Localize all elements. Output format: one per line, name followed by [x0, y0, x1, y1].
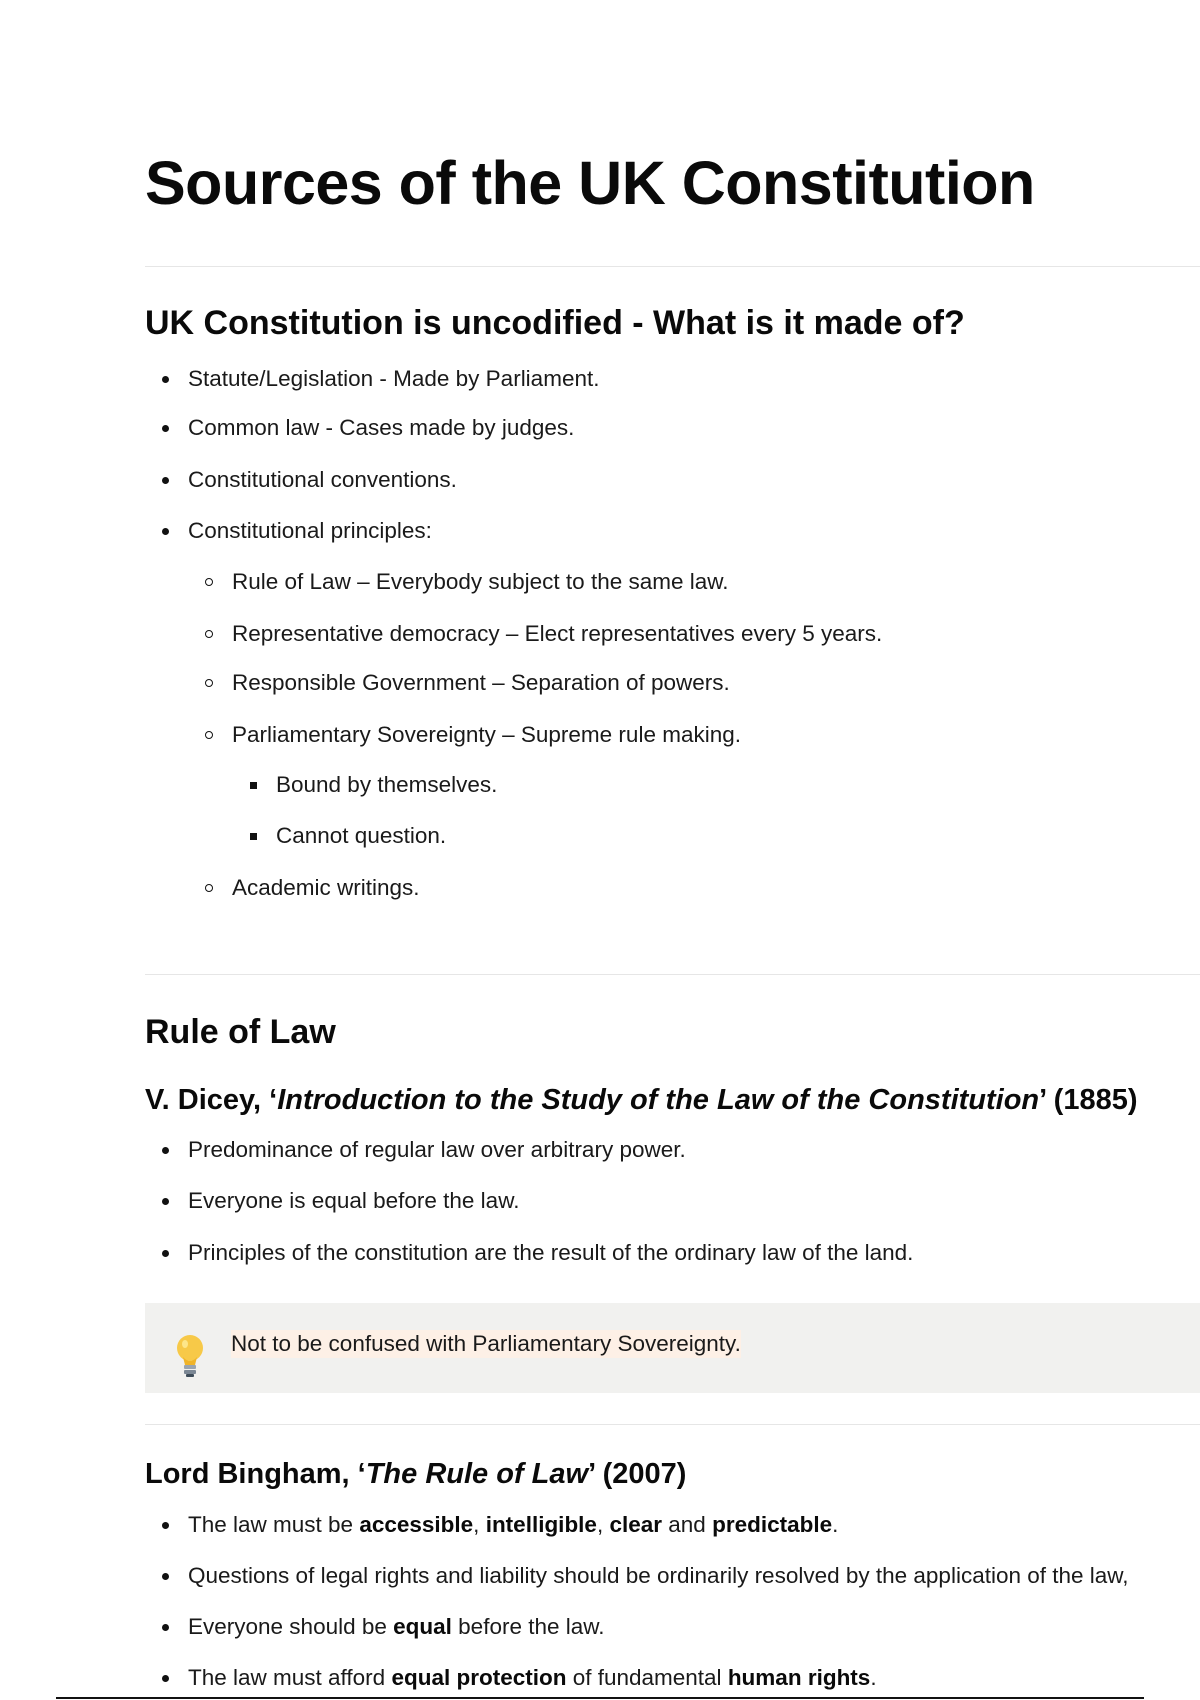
bullet-circle — [205, 578, 213, 586]
list-item: Predominance of regular law over arbitrary power. — [188, 1137, 686, 1162]
bullet-disc — [162, 1675, 169, 1682]
list-item: Everyone is equal before the law. — [188, 1188, 520, 1213]
divider — [145, 974, 1200, 975]
bullet-disc — [162, 1624, 169, 1631]
bullet-disc — [162, 1147, 169, 1154]
list-item: The law must afford equal protection of fundamental human rights. — [188, 1665, 877, 1690]
bingham-heading: Lord Bingham, ‘The Rule of Law’ (2007) — [145, 1458, 687, 1490]
bullet-disc — [162, 1250, 169, 1257]
list-item: Academic writings. — [232, 875, 420, 900]
list-item: Constitutional conventions. — [188, 467, 457, 492]
list-item: Constitutional principles: — [188, 518, 432, 543]
bullet-square — [250, 833, 257, 840]
list-item: Questions of legal rights and liability should be ordinarily resolved by the application of the law, — [188, 1563, 1129, 1588]
list-item: Principles of the constitution are the result of the ordinary law of the land. — [188, 1240, 914, 1265]
divider — [145, 266, 1200, 267]
list-item: Statute/Legislation - Made by Parliament. — [188, 366, 600, 391]
list-item: Common law - Cases made by judges. — [188, 415, 575, 440]
list-item: Cannot question. — [276, 823, 447, 848]
bullet-circle — [205, 731, 213, 739]
section-heading-uncodified: UK Constitution is uncodified - What is it made of? — [145, 304, 965, 342]
list-item: Responsible Government – Separation of powers. — [232, 670, 730, 695]
page-bottom-rule — [56, 1697, 1144, 1699]
bullet-disc — [162, 1198, 169, 1205]
bullet-circle — [205, 884, 213, 892]
page-title: Sources of the UK Constitution — [145, 149, 1035, 217]
bullet-disc — [162, 1573, 169, 1580]
list-item: Everyone should be equal before the law. — [188, 1614, 605, 1639]
bullet-disc — [162, 1522, 169, 1529]
bullet-disc — [162, 528, 169, 535]
dicey-heading: V. Dicey, ‘Introduction to the Study of the Law of the Constitution’ (1885) — [145, 1084, 1138, 1116]
list-item: Bound by themselves. — [276, 772, 498, 797]
section-heading-rule-of-law: Rule of Law — [145, 1013, 336, 1051]
divider — [145, 1424, 1200, 1425]
list-item: The law must be accessible, intelligible, clear and predictable. — [188, 1512, 839, 1537]
list-item: Representative democracy – Elect representatives every 5 years. — [232, 621, 883, 646]
bullet-circle — [205, 630, 213, 638]
document-page — [145, 0, 1200, 1700]
list-item: Rule of Law – Everybody subject to the same law. — [232, 569, 729, 594]
bullet-disc — [162, 376, 169, 383]
callout-box — [145, 1303, 1200, 1393]
bullet-disc — [162, 425, 169, 432]
bullet-circle — [205, 679, 213, 687]
lightbulb-icon — [173, 1333, 207, 1379]
callout-text: Not to be confused with Parliamentary Sovereignty. — [231, 1331, 741, 1356]
bullet-disc — [162, 477, 169, 484]
list-item: Parliamentary Sovereignty – Supreme rule making. — [232, 722, 741, 747]
bullet-square — [250, 782, 257, 789]
